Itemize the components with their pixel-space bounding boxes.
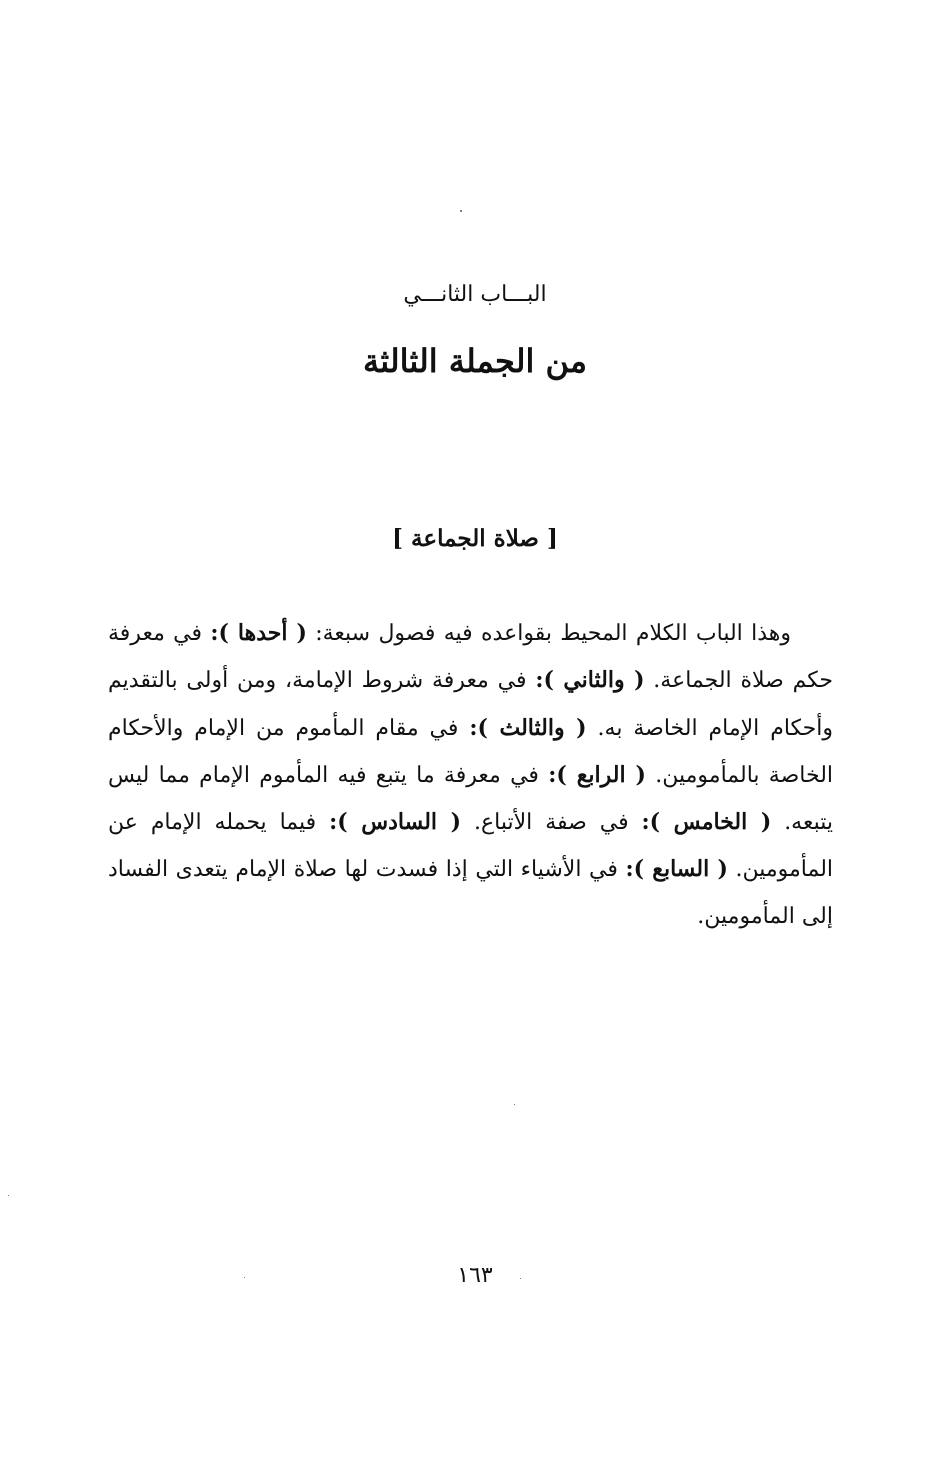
section-marker-third: ( والثالث ): (469, 714, 587, 741)
paragraph-text: في معرفة شروط الإمامة، ومن أولى بالتقديم وأحكام الإمام الخاصة به. (108, 668, 834, 741)
paragraph-text: وهذا الباب الكلام المحيط بقواعده فيه فصول سبعة: (306, 621, 792, 646)
paragraph-text: فيما يحمله الإمام عن المأمومين. (108, 810, 834, 883)
section-heading: [ صلاة الجماعة ] (392, 525, 558, 552)
paragraph-text: في معرفة ما يتبع فيه المأموم الإمام مما ليس يتبعه. (108, 762, 833, 836)
section-marker-seventh: ( السابع ): (625, 856, 728, 883)
body-paragraph (108, 610, 833, 940)
paragraph-text: في مقام المأموم من الإمام والأحكام الخاصة بالمأمومين. (108, 715, 834, 788)
section-marker-fourth: ( الرابع ): (548, 761, 646, 788)
chapter-title: من الجملة الثالثة (363, 342, 587, 380)
page-speck (8, 1195, 9, 1196)
paragraph-text: في صفة الأتباع. (461, 810, 642, 836)
page-speck (514, 1104, 515, 1105)
page-speck (460, 210, 462, 212)
paragraph-text: في معرفة حكم صلاة الجماعة. (108, 621, 834, 694)
section-marker-sixth: ( السادس ): (329, 809, 462, 836)
section-marker-second: ( والثاني ): (535, 667, 645, 694)
paragraph-text: في الأشياء التي إذا فسدت لها صلاة الإمام يتعدى الفساد إلى المأمومين. (108, 857, 833, 929)
section-marker-fifth: ( الخامس ): (641, 809, 772, 836)
section-marker-first: ( أحدها ): (210, 620, 307, 646)
chapter-label: البـــاب الثانـــي (403, 282, 547, 307)
page-number: ١٦٣ (457, 1263, 493, 1288)
